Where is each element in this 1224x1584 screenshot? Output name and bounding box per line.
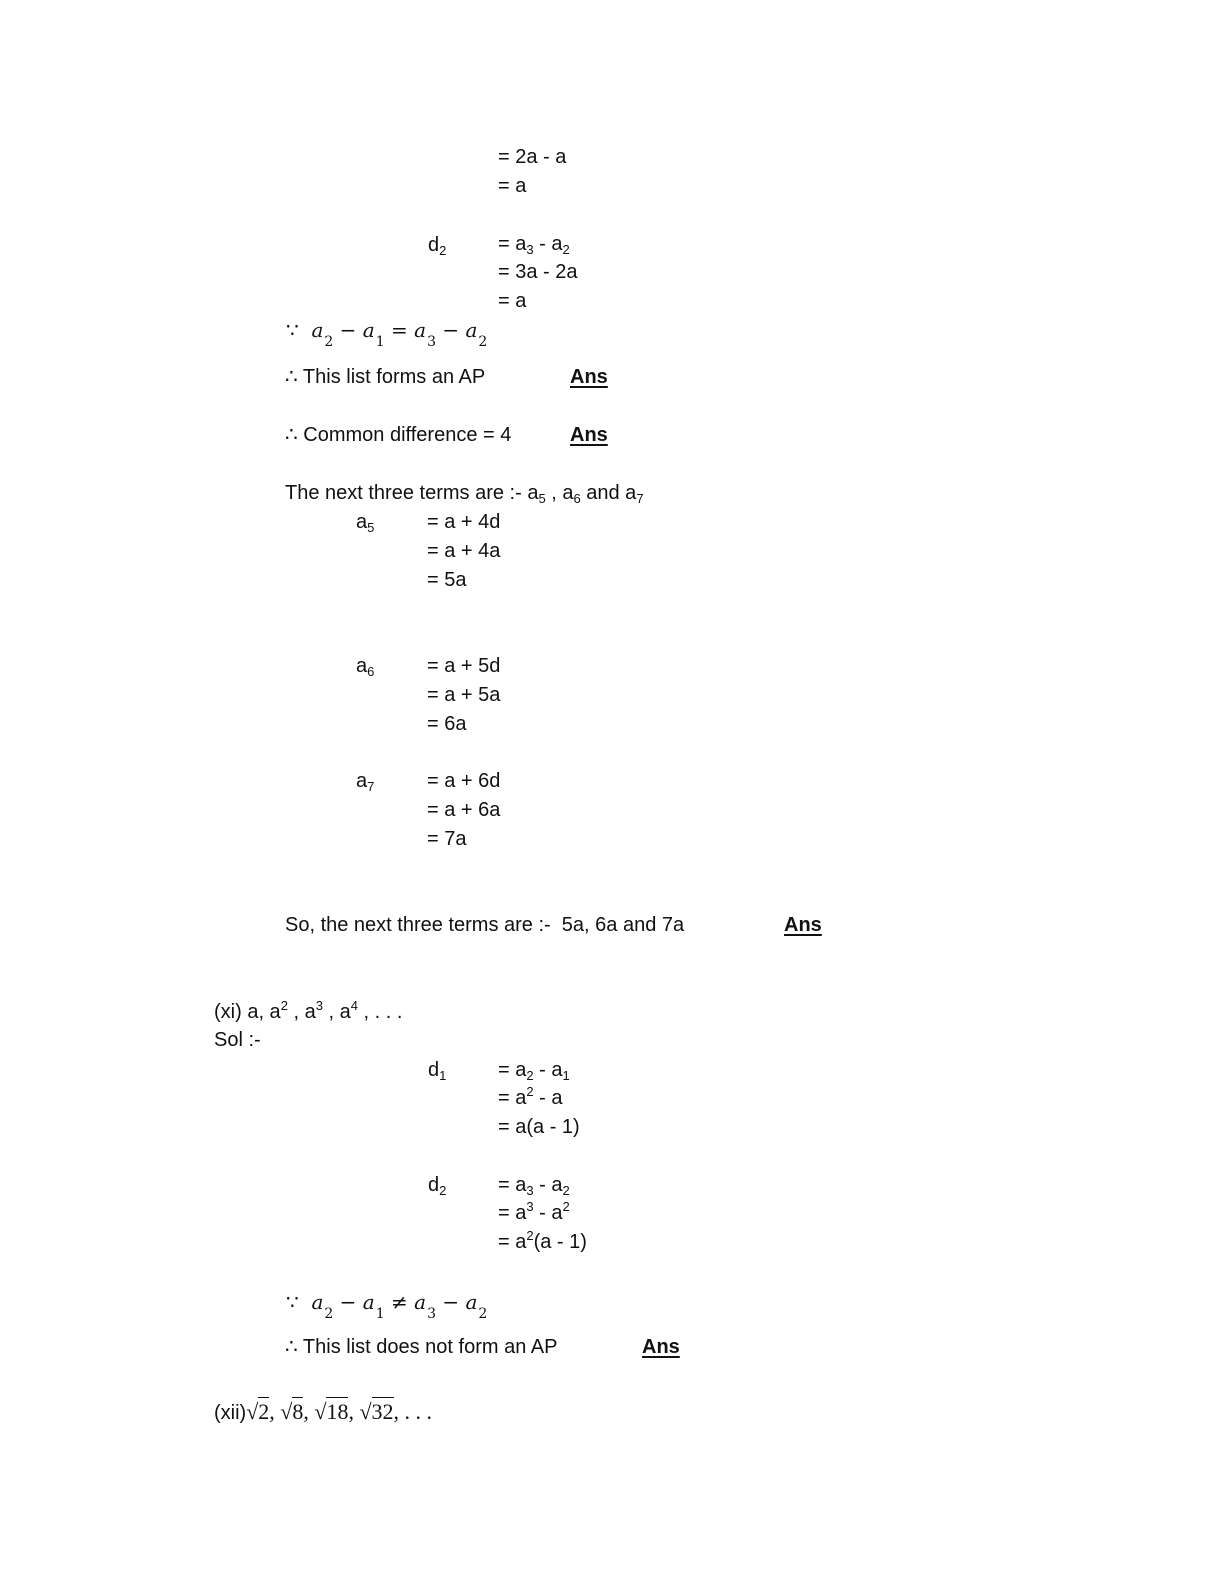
sqrt-icon: √	[280, 1399, 293, 1424]
d1-step-line: = $a_2 - a_1$	[498, 1059, 570, 1083]
a6-step-line: = a + 5d	[427, 655, 501, 677]
d1-step-line: = a(a - 1)	[498, 1116, 580, 1138]
conclusion-common-difference: ∴ Common difference = 4	[285, 424, 512, 446]
d1-step-line: = a	[498, 175, 527, 197]
d2-label: $d_2$	[428, 1174, 447, 1198]
d1-step-line: = $a^2$ - a	[498, 1084, 563, 1109]
final-answer-text: So, the next three terms are :- 5a, 6a and 7a	[285, 914, 685, 936]
conclusion-forms-ap: ∴ This list forms an AP	[285, 366, 486, 388]
conclusion-not-ap: ∴ This list does not form an AP	[285, 1336, 558, 1358]
d2-step-line: = $a^3 - a^2$	[498, 1199, 570, 1224]
next-terms-intro: The next three terms are :- $a_5$ , $a_6$ and $a_7$	[285, 482, 644, 506]
a5-step-line: = a + 4d	[427, 511, 501, 533]
radical-term: √2	[246, 1399, 270, 1424]
because-equation: ∵ $a_2 - a_1 = a_3 - a_2$	[286, 318, 488, 350]
d2-step-line: = $a_3 - a_2$	[498, 1174, 570, 1198]
d2-step-line: = $a_3 - a_2$	[498, 233, 570, 257]
sqrt-icon: √	[314, 1399, 327, 1424]
sol-label: Sol :-	[214, 1029, 261, 1051]
because-symbol: ∵	[286, 1290, 299, 1314]
d2-step-line: = a	[498, 290, 527, 312]
a6-step-line: = a + 5a	[427, 684, 501, 706]
a7-step-line: = 7a	[427, 828, 467, 850]
ans-label: Ans	[784, 914, 822, 936]
a5-step-line: = 5a	[427, 569, 467, 591]
ans-label: Ans	[570, 424, 608, 446]
ans-label: Ans	[642, 1336, 680, 1358]
radical-term: √32	[359, 1399, 394, 1424]
sqrt-icon: √	[246, 1399, 259, 1424]
a6-step-line: = 6a	[427, 713, 467, 735]
a5-label: $a_5$	[356, 511, 375, 535]
question-xi: (xi) a, $a^2$ , $a^3$ , $a^4$ , . . .	[214, 998, 403, 1023]
d1-label: $d_1$	[428, 1059, 447, 1083]
because-symbol: ∵	[286, 318, 299, 342]
radical-term: √8	[280, 1399, 304, 1424]
because-inequality: ∵ $a_2 - a_1 \ne a_3 - a_2$	[286, 1290, 488, 1322]
d2-step-line: = $a^2(a - 1)$	[498, 1228, 587, 1253]
a7-step-line: = a + 6a	[427, 799, 501, 821]
radical-term: √18	[314, 1399, 349, 1424]
a6-label: $a_6$	[356, 655, 375, 679]
sqrt-icon: √	[359, 1399, 372, 1424]
a7-label: $a_7$	[356, 770, 375, 794]
d2-label: $d_2$	[428, 234, 447, 258]
d2-step-line: = 3a - 2a	[498, 261, 578, 283]
a7-step-line: = a + 6d	[427, 770, 501, 792]
d1-step-line: = 2a - a	[498, 146, 567, 168]
question-xii: (xii)√2, √8, √18, √32, . . .	[214, 1399, 433, 1424]
ans-label: Ans	[570, 366, 608, 388]
a5-step-line: = a + 4a	[427, 540, 501, 562]
